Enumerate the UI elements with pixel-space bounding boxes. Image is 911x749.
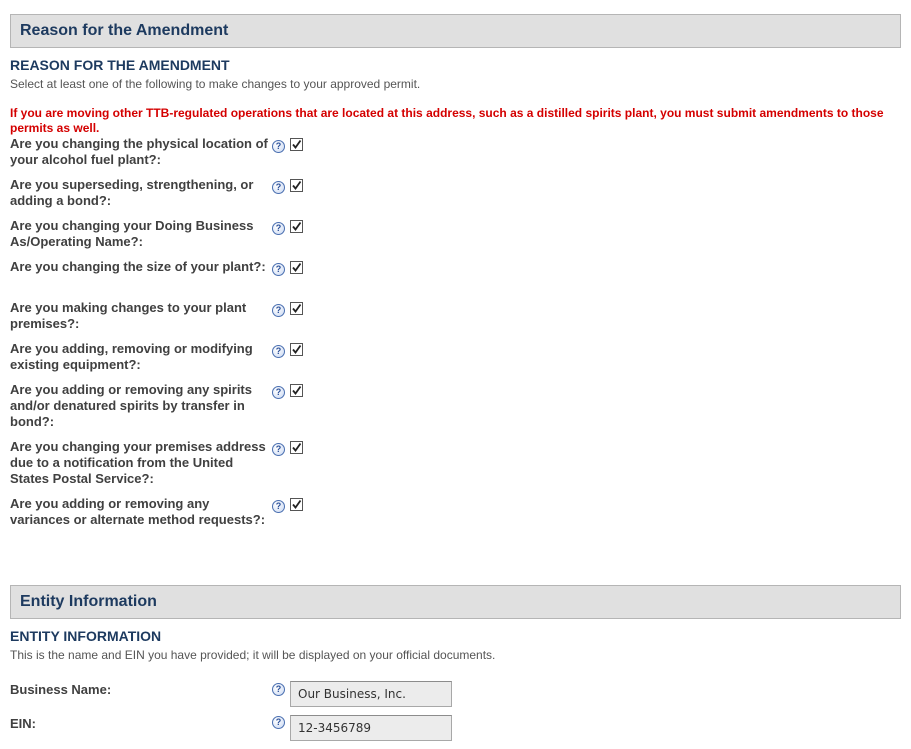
question-label: Are you changing the physical location of your alcohol fuel plant?: <box>10 136 268 167</box>
help-icon[interactable]: ? <box>272 222 285 235</box>
checkmark-icon <box>291 442 302 453</box>
business-name-label: Business Name: <box>10 682 112 697</box>
question-label: Are you making changes to your plant premises?: <box>10 300 247 331</box>
entity-heading: ENTITY INFORMATION <box>10 628 162 644</box>
question-label: Are you changing the size of your plant?: <box>10 259 266 274</box>
question-checkbox[interactable] <box>290 384 303 397</box>
reason-section-header <box>10 14 901 48</box>
reason-heading: REASON FOR THE AMENDMENT <box>10 57 230 73</box>
help-icon[interactable]: ? <box>272 386 285 399</box>
question-checkbox[interactable] <box>290 220 303 233</box>
business-name-field[interactable]: Our Business, Inc. <box>290 681 452 707</box>
question-checkbox[interactable] <box>290 498 303 511</box>
help-icon[interactable]: ? <box>272 683 285 696</box>
question-label: Are you adding or removing any variances or alternate method requests?: <box>10 496 266 527</box>
checkmark-icon <box>291 262 302 273</box>
question-label: Are you changing your Doing Business As/Operating Name?: <box>10 218 254 249</box>
question-label: Are you adding or removing any spirits and/or denatured spirits by transfer in bond?: <box>10 382 252 429</box>
question-checkbox[interactable] <box>290 343 303 356</box>
help-icon[interactable]: ? <box>272 140 285 153</box>
reason-section-title: Reason for the Amendment <box>20 22 229 39</box>
help-icon[interactable]: ? <box>272 500 285 513</box>
entity-helper-text: This is the name and EIN you have provided; it will be displayed on your official documents. <box>10 648 496 662</box>
question-label: Are you adding, removing or modifying existing equipment?: <box>10 341 253 372</box>
question-checkbox[interactable] <box>290 138 303 151</box>
question-label: Are you superseding, strengthening, or adding a bond?: <box>10 177 254 208</box>
checkmark-icon <box>291 180 302 191</box>
checkmark-icon <box>291 221 302 232</box>
ein-label: EIN: <box>10 716 36 731</box>
help-icon[interactable]: ? <box>272 716 285 729</box>
question-checkbox[interactable] <box>290 179 303 192</box>
help-icon[interactable]: ? <box>272 345 285 358</box>
help-icon[interactable]: ? <box>272 181 285 194</box>
question-checkbox[interactable] <box>290 261 303 274</box>
checkmark-icon <box>291 303 302 314</box>
help-icon[interactable]: ? <box>272 304 285 317</box>
checkmark-icon <box>291 139 302 150</box>
question-label: Are you changing your premises address due to a notification from the United States Postal Service?: <box>10 439 266 486</box>
reason-helper-text: Select at least one of the following to make changes to your approved permit. <box>10 77 421 91</box>
help-icon[interactable]: ? <box>272 263 285 276</box>
question-checkbox[interactable] <box>290 441 303 454</box>
checkmark-icon <box>291 385 302 396</box>
ein-field[interactable]: 12-3456789 <box>290 715 452 741</box>
help-icon[interactable]: ? <box>272 443 285 456</box>
question-checkbox[interactable] <box>290 302 303 315</box>
checkmark-icon <box>291 344 302 355</box>
warning-text: If you are moving other TTB-regulated operations that are located at this address, such as a distilled spirits plant, you must submit amendments to those permits as well. <box>10 106 884 135</box>
entity-section-header <box>10 585 901 619</box>
entity-section-title: Entity Information <box>20 593 157 610</box>
checkmark-icon <box>291 499 302 510</box>
